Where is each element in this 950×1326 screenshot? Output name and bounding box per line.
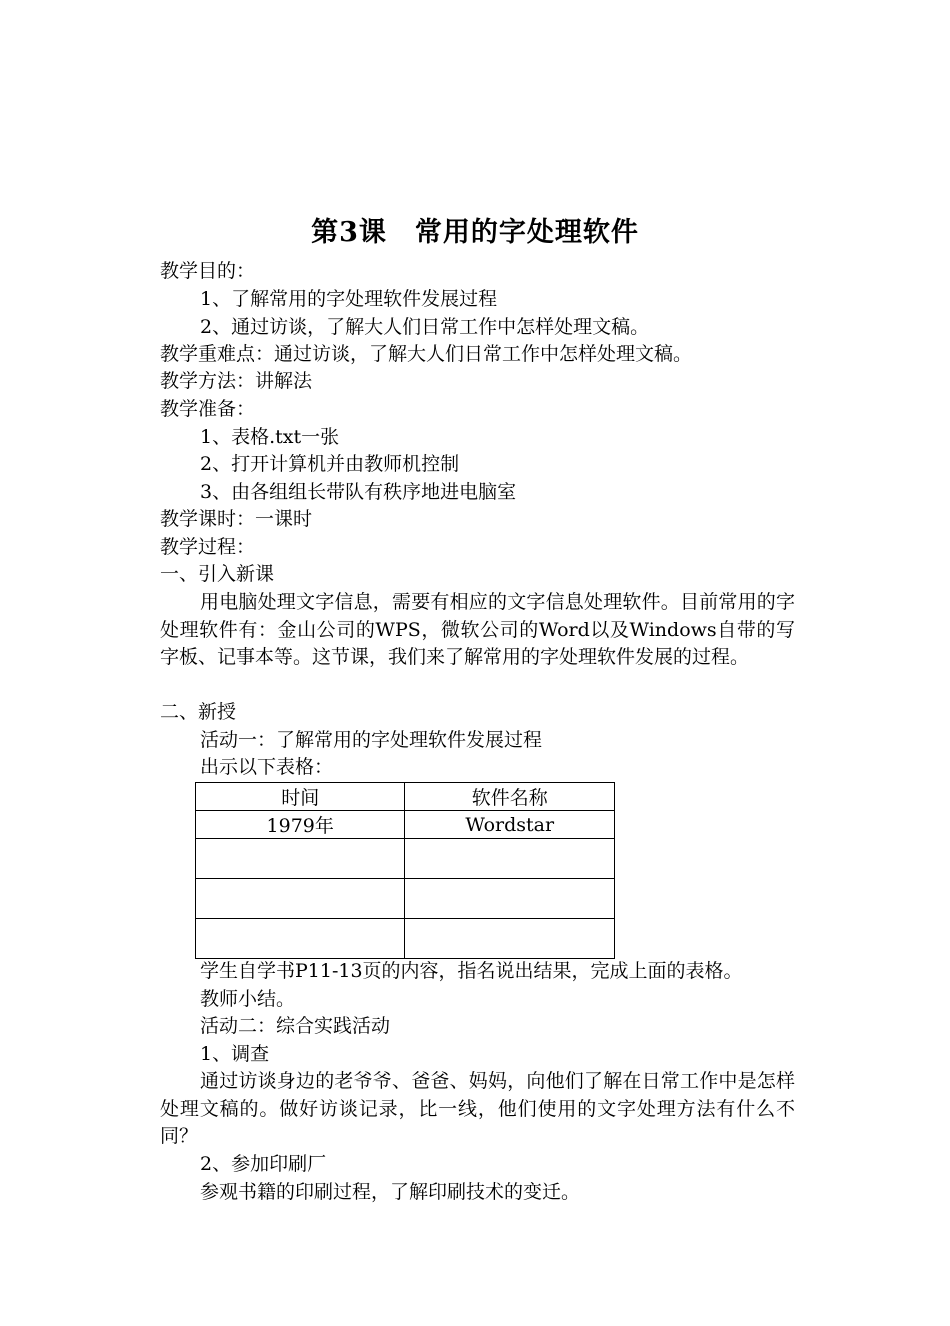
table-cell: Wordstar — [405, 811, 615, 839]
section1-paragraph: 用电脑处理文字信息，需要有相应的文字信息处理软件。目前常用的字处理软件有：金山公司的WPS，微软公司的Word以及Windows自带的写字板、记事本等。这节课，我们来了解常用的字处理软件发展的过程。 — [160, 591, 795, 668]
table-cell — [405, 919, 615, 959]
table-row — [196, 839, 615, 879]
key-points: 教学重难点：通过访谈，了解大人们日常工作中怎样处理文稿。 — [160, 343, 693, 365]
table-cell: 1979年 — [196, 811, 405, 839]
objective-item: 2、通过访谈，了解大人们日常工作中怎样处理文稿。 — [200, 316, 650, 338]
table-cell — [196, 879, 405, 919]
survey-heading: 1、调查 — [200, 1043, 270, 1065]
table-header-software: 软件名称 — [405, 783, 615, 811]
activity2-heading: 活动二：综合实践活动 — [200, 1015, 391, 1037]
activity1-heading: 活动一：了解常用的字处理软件发展过程 — [200, 729, 543, 751]
preparation-item: 2、打开计算机并由教师机控制 — [200, 453, 460, 475]
show-table-text: 出示以下表格： — [200, 756, 334, 778]
self-study-text: 学生自学书P11-13页的内容，指名说出结果，完成上面的表格。 — [200, 960, 743, 982]
process-heading: 教学过程： — [160, 536, 256, 558]
page-title: 第3课 常用的字处理软件 — [311, 217, 639, 248]
table-cell — [405, 879, 615, 919]
preparation-item: 3、由各组组长带队有秩序地进电脑室 — [200, 481, 517, 503]
section2-heading: 二、新授 — [160, 701, 237, 723]
table-header-row — [196, 783, 615, 811]
table-cell — [405, 839, 615, 879]
software-history-table — [195, 782, 615, 959]
preparation-heading: 教学准备： — [160, 398, 256, 420]
section1-heading: 一、引入新课 — [160, 563, 275, 585]
preparation-item: 1、表格.txt一张 — [200, 426, 340, 448]
table-cell — [196, 919, 405, 959]
table-cell — [196, 839, 405, 879]
table-header-time: 时间 — [196, 783, 405, 811]
table-row — [196, 879, 615, 919]
objective-item: 1、了解常用的字处理软件发展过程 — [200, 288, 498, 310]
class-hours: 教学课时：一课时 — [160, 508, 313, 530]
printing-heading: 2、参加印刷厂 — [200, 1153, 327, 1175]
table-row — [196, 811, 615, 839]
printing-paragraph: 参观书籍的印刷过程，了解印刷技术的变迁。 — [200, 1181, 581, 1203]
survey-paragraph: 通过访谈身边的老爷爷、爸爸、妈妈，向他们了解在日常工作中是怎样处理文稿的。做好访谈记录，比一线，他们使用的文字处理方法有什么不同？ — [160, 1070, 795, 1147]
teacher-summary: 教师小结。 — [200, 988, 296, 1010]
teaching-method: 教学方法：讲解法 — [160, 370, 313, 392]
objectives-heading: 教学目的： — [160, 260, 256, 282]
table-row — [196, 919, 615, 959]
